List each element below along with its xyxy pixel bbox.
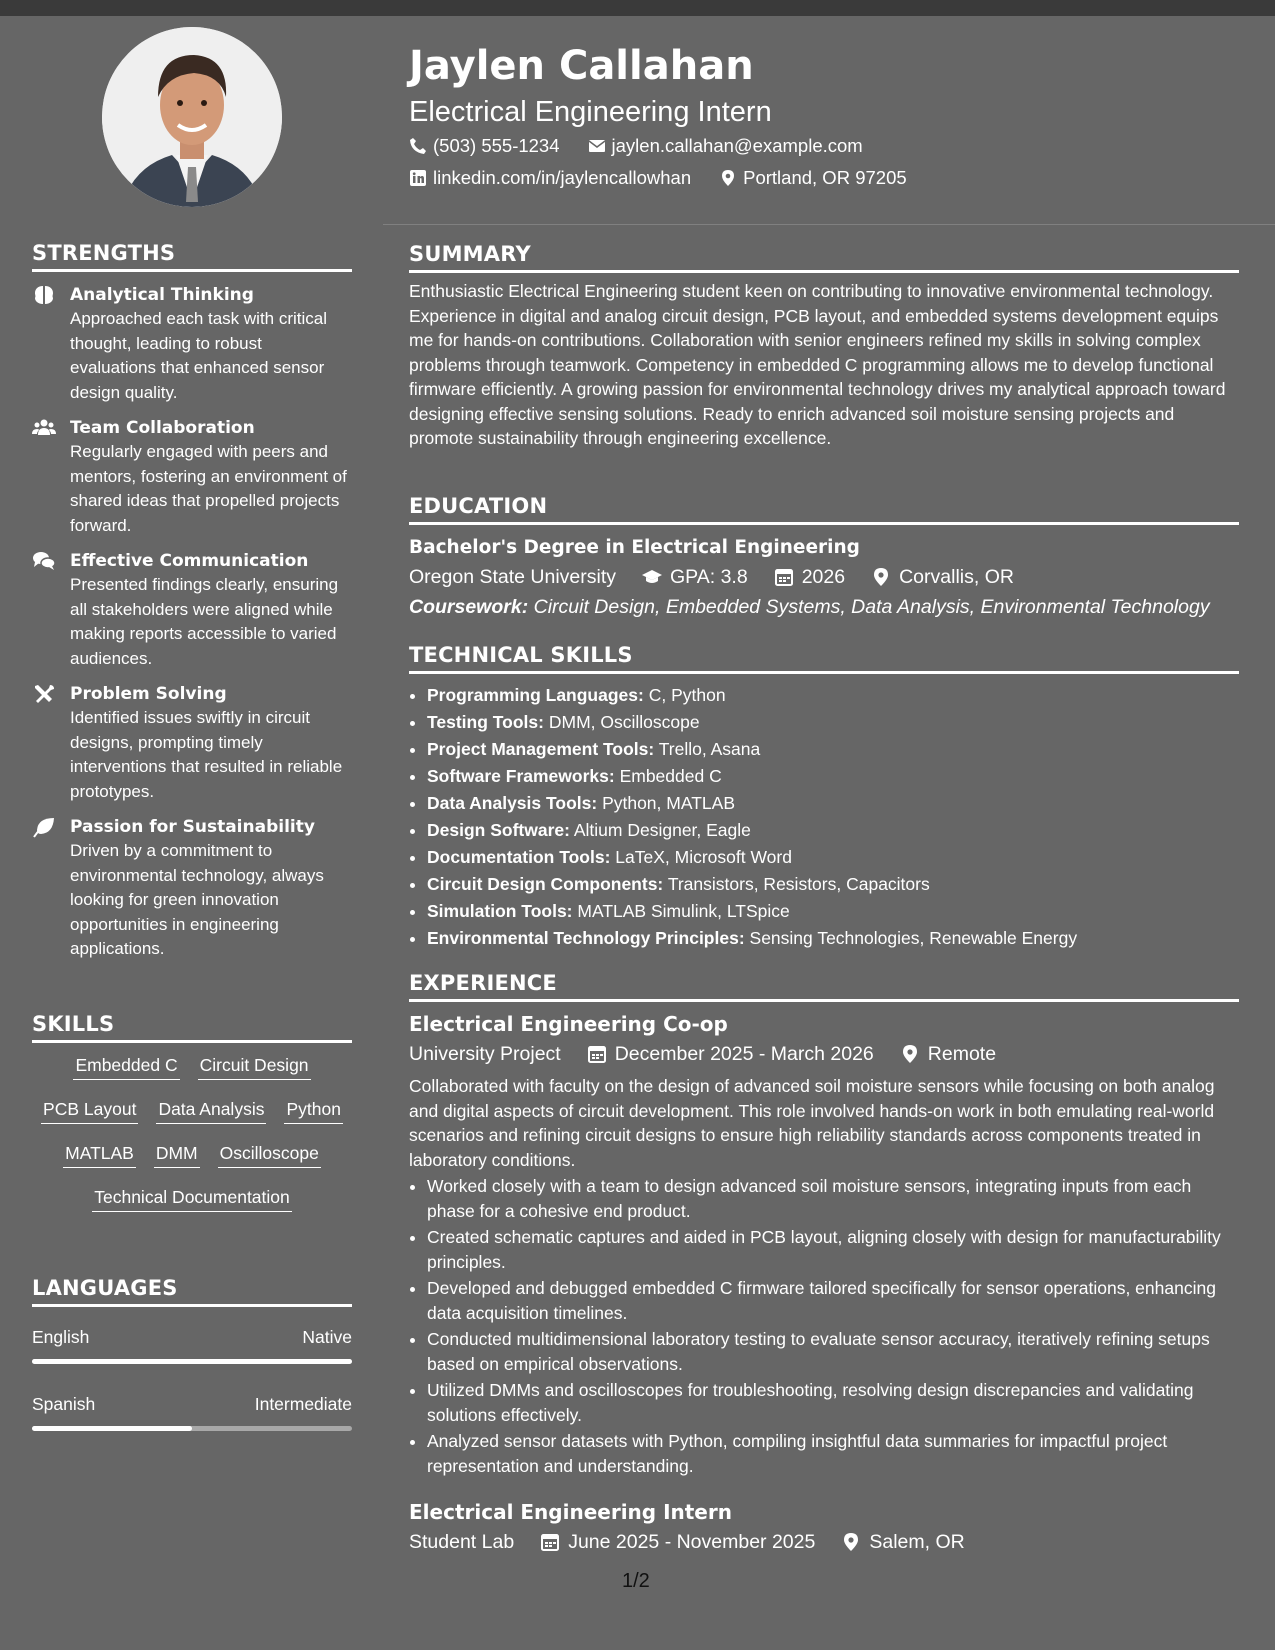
top-bar — [0, 0, 1275, 16]
contact-row — [409, 165, 907, 191]
calendar-icon — [540, 1532, 560, 1552]
calendar-icon — [587, 1044, 607, 1064]
languages-section — [32, 1276, 352, 1431]
map-marker-icon — [719, 169, 737, 187]
list-item: • Conducted multidimensional laboratory testing to evaluate sensor accuracy, iteratively refining setups based on empirical observations. — [427, 1327, 1239, 1376]
list-item: • Simulation Tools: MATLAB Simulink, LTSpice — [427, 898, 1239, 925]
contact-row — [409, 133, 863, 159]
job-location: Salem, OR — [869, 1531, 965, 1553]
list-item: • Developed and debugged embedded C firmware tailored specifically for sensor operations, enhancing data acquisition timelines. — [427, 1276, 1239, 1325]
strength-desc: Approached each task with critical thought, leading to robust evaluations that enhanced sensor design quality. — [70, 309, 328, 402]
email-link[interactable]: jaylen.callahan@example.com — [611, 135, 863, 156]
job-org: Student Lab — [409, 1531, 515, 1553]
list-item: • Created schematic captures and aided in PCB layout, aligning closely with design for manufacturability principles. — [427, 1225, 1239, 1274]
list-item: • Design Software: Altium Designer, Eagle — [427, 817, 1239, 844]
graduation-cap-icon — [642, 567, 662, 587]
location-text: Portland, OR 97205 — [743, 167, 907, 188]
map-marker-icon — [871, 567, 891, 587]
strength-item — [32, 549, 352, 671]
skill-chips — [32, 1053, 352, 1212]
profile-photo — [102, 27, 282, 207]
candidate-name: Jaylen Callahan — [409, 43, 754, 89]
leaf-icon — [32, 816, 56, 838]
technical-skills-list — [409, 682, 1239, 952]
language-bar-fill — [32, 1426, 192, 1431]
summary-heading: SUMMARY — [409, 242, 1239, 273]
strength-title: Team Collaboration — [70, 418, 255, 438]
job-title: Electrical Engineering Co-op — [409, 1012, 728, 1036]
list-item: • Programming Languages: C, Python — [427, 682, 1239, 709]
users-icon — [32, 417, 56, 439]
strength-title: Effective Communication — [70, 551, 309, 571]
strength-title: Problem Solving — [70, 684, 227, 704]
skills-section — [32, 1012, 352, 1229]
coursework-label: Coursework: — [409, 596, 529, 618]
tools-icon — [32, 683, 56, 705]
strength-item — [32, 815, 352, 962]
school-name: Oregon State University — [409, 566, 617, 588]
education-heading: EDUCATION — [409, 494, 1239, 525]
skill-chip: Python — [284, 1097, 342, 1124]
graduation-year: 2026 — [801, 566, 846, 588]
job-location: Remote — [927, 1043, 997, 1065]
list-item: • Software Frameworks: Embedded C — [427, 763, 1239, 790]
list-item: • Data Analysis Tools: Python, MATLAB — [427, 790, 1239, 817]
job-dates: December 2025 - March 2026 — [614, 1043, 874, 1065]
candidate-title: Electrical Engineering Intern — [409, 96, 772, 128]
page-indicator: 1/2 — [622, 1570, 650, 1592]
skill-chip: DMM — [154, 1141, 200, 1168]
list-item: • Testing Tools: DMM, Oscilloscope — [427, 709, 1239, 736]
skill-chip: Oscilloscope — [218, 1141, 321, 1168]
job-description: Collaborated with faculty on the design of advanced soil moisture sensors while focusing on both analog and digital aspects of circuit development. This role involved hands-on work in both emulating real-world scenarios and refining circuit designs to ensure high reliability standards across components treated in laboratory conditions. — [409, 1076, 1215, 1170]
strength-desc: Driven by a commitment to environmental technology, always looking for green innovation opportunities in engineering applications. — [70, 841, 324, 958]
strength-title: Analytical Thinking — [70, 285, 254, 305]
phone-icon — [409, 137, 427, 155]
strength-desc: Identified issues swiftly in circuit designs, prompting timely interventions that resulted in reliable prototypes. — [70, 708, 343, 801]
job-dates: June 2025 - November 2025 — [568, 1531, 816, 1553]
job-meta — [409, 1040, 1239, 1068]
envelope-icon — [588, 137, 606, 155]
job-entry — [409, 1498, 1239, 1556]
strength-item — [32, 416, 352, 538]
education-section — [409, 494, 1239, 621]
list-item: • Documentation Tools: LaTeX, Microsoft Word — [427, 844, 1239, 871]
linkedin-icon — [409, 169, 427, 187]
languages-heading: LANGUAGES — [32, 1276, 352, 1307]
job-meta — [409, 1528, 1239, 1556]
list-item: • Project Management Tools: Trello, Asana — [427, 736, 1239, 763]
language-item — [32, 1325, 352, 1364]
skill-chip: Circuit Design — [198, 1053, 311, 1080]
list-item: • Worked closely with a team to design advanced soil moisture sensors, integrating inputs from each phase for a cohesive end product. — [427, 1174, 1239, 1223]
calendar-icon — [774, 567, 794, 587]
language-name: English — [32, 1327, 90, 1347]
language-item — [32, 1392, 352, 1431]
skills-heading: SKILLS — [32, 1012, 352, 1043]
gpa-text: GPA: 3.8 — [670, 566, 748, 588]
map-marker-icon — [841, 1532, 861, 1552]
skill-chip: MATLAB — [63, 1141, 136, 1168]
map-marker-icon — [900, 1044, 920, 1064]
job-title: Electrical Engineering Intern — [409, 1500, 732, 1524]
skill-chip: PCB Layout — [41, 1097, 138, 1124]
job-bullets — [409, 1174, 1239, 1478]
summary-text: Enthusiastic Electrical Engineering student keen on contributing to innovative environmental technology. Experience in digital and analog circuit design, PCB layout, and embedded systems development equips me for hands-on contributions. Collaboration with senior engineers refined my skills in solving complex problems through teamwork. Competency in embedded C programming allows me to develop functional firmware efficiently. A growing passion for environmental technology drives my analytical approach toward designing effective sensing solutions. Ready to enrich advanced soil moisture sensing projects and promote sustainability through engineering excellence. — [409, 281, 1226, 448]
experience-heading: EXPERIENCE — [409, 971, 1239, 1002]
coursework — [409, 593, 1239, 621]
technical-skills-section — [409, 643, 1239, 952]
skill-chip: Embedded C — [73, 1053, 179, 1080]
phone-link[interactable]: (503) 555-1234 — [433, 135, 560, 156]
list-item: • Analyzed sensor datasets with Python, compiling insightful data summaries for impactful project representation and understanding. — [427, 1429, 1239, 1478]
skill-chip: Technical Documentation — [92, 1185, 292, 1212]
coursework-list: Circuit Design, Embedded Systems, Data Analysis, Environmental Technology — [533, 596, 1210, 618]
brain-icon — [32, 284, 56, 306]
language-bar — [32, 1359, 352, 1364]
strengths-heading: STRENGTHS — [32, 241, 352, 272]
strengths-section — [32, 241, 352, 962]
header-divider — [383, 224, 1275, 225]
strength-item — [32, 283, 352, 405]
skill-chip: Data Analysis — [156, 1097, 266, 1124]
education-meta — [409, 563, 1239, 591]
experience-section — [409, 971, 1239, 1480]
language-bar — [32, 1426, 352, 1431]
strength-desc: Presented findings clearly, ensuring all stakeholders were aligned while making reports accessible to varied audiences. — [70, 575, 339, 668]
job-org: University Project — [409, 1043, 561, 1065]
degree-title: Bachelor's Degree in Electrical Engineering — [409, 537, 860, 558]
list-item: • Utilized DMMs and oscilloscopes for troubleshooting, resolving design discrepancies and validating solutions effectively. — [427, 1378, 1239, 1427]
strength-title: Passion for Sustainability — [70, 817, 315, 837]
strength-item — [32, 682, 352, 804]
list-item: • Environmental Technology Principles: Sensing Technologies, Renewable Energy — [427, 925, 1239, 952]
comments-icon — [32, 550, 56, 572]
summary-section — [409, 242, 1239, 451]
language-level: Intermediate — [254, 1394, 352, 1414]
language-name: Spanish — [32, 1394, 96, 1414]
list-item: • Circuit Design Components: Transistors, Resistors, Capacitors — [427, 871, 1239, 898]
language-bar-fill — [32, 1359, 352, 1364]
language-level: Native — [302, 1327, 352, 1347]
school-location: Corvallis, OR — [899, 566, 1014, 588]
technical-skills-heading: TECHNICAL SKILLS — [409, 643, 1239, 674]
strength-desc: Regularly engaged with peers and mentors, fostering an environment of shared ideas that propelled projects forward. — [70, 442, 347, 535]
linkedin-link[interactable]: linkedin.com/in/jaylencallowhan — [433, 167, 692, 188]
